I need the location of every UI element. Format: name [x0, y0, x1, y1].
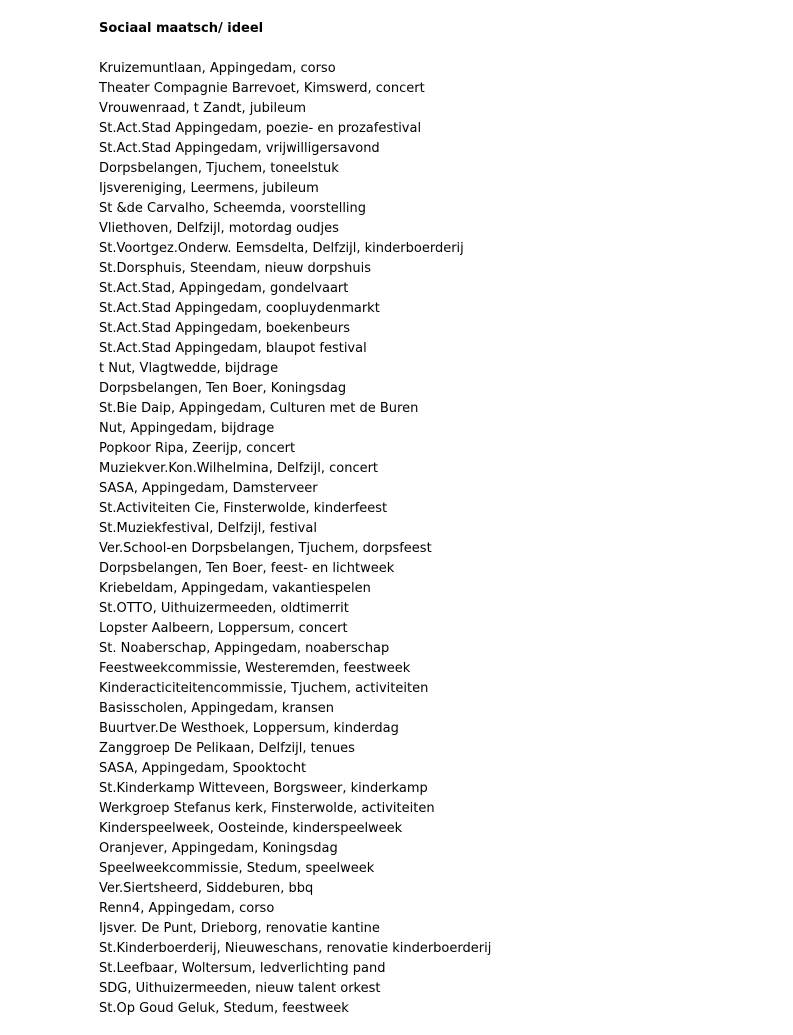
list-item: St.OTTO, Uithuizermeeden, oldtimerrit: [99, 601, 349, 616]
list-item: St.Muziekfestival, Delfzijl, festival: [99, 521, 317, 536]
list-item: Buurtver.De Westhoek, Loppersum, kinderdag: [99, 721, 399, 736]
list-item: Lopster Aalbeern, Loppersum, concert: [99, 621, 348, 636]
list-item: St.Act.Stad Appingedam, boekenbeurs: [99, 321, 350, 336]
list-item: St.Act.Stad Appingedam, poezie- en prozafestival: [99, 121, 422, 136]
list-item: Renn4, Appingedam, corso: [99, 901, 275, 916]
list-item: St.Act.Stad Appingedam, vrijwilligersavond: [99, 141, 380, 156]
list-item: Werkgroep Stefanus kerk, Finsterwolde, activiteiten: [99, 801, 435, 816]
list-item: SDG, Uithuizermeeden, nieuw talent orkest: [99, 981, 381, 996]
list-item: Dorpsbelangen, Tjuchem, toneelstuk: [99, 161, 339, 176]
list-item: Speelweekcommissie, Stedum, speelweek: [99, 861, 375, 876]
list-item: Vrouwenraad, t Zandt, jubileum: [99, 101, 306, 116]
list-item: St.Bie Daip, Appingedam, Culturen met de Buren: [99, 401, 419, 416]
list-item: Oranjever, Appingedam, Koningsdag: [99, 841, 338, 856]
list-item: St.Leefbaar, Woltersum, ledverlichting pand: [99, 961, 386, 976]
list-item: Ver.School-en Dorpsbelangen, Tjuchem, dorpsfeest: [99, 541, 432, 556]
entry-list: [99, 59, 491, 1019]
list-item: Basisscholen, Appingedam, kransen: [99, 701, 335, 716]
list-item: Ijsver. De Punt, Drieborg, renovatie kantine: [99, 921, 380, 936]
list-item: Dorpsbelangen, Ten Boer, feest- en lichtweek: [99, 561, 395, 576]
list-item: Theater Compagnie Barrevoet, Kimswerd, concert: [99, 81, 425, 96]
list-item: Kruizemuntlaan, Appingedam, corso: [99, 61, 336, 76]
list-item: Feestweekcommissie, Westeremden, feestweek: [99, 661, 411, 676]
list-item: St.Dorsphuis, Steendam, nieuw dorpshuis: [99, 261, 371, 276]
list-item: St.Kinderkamp Witteveen, Borgsweer, kinderkamp: [99, 781, 428, 796]
document-title: Sociaal maatsch/ ideel: [99, 21, 264, 36]
list-item: St.Activiteiten Cie, Finsterwolde, kinderfeest: [99, 501, 388, 516]
list-item: St.Kinderboerderij, Nieuweschans, renovatie kinderboerderij: [99, 941, 492, 956]
list-item: t Nut, Vlagtwedde, bijdrage: [99, 361, 279, 376]
list-item: St.Act.Stad, Appingedam, gondelvaart: [99, 281, 349, 296]
list-item: SASA, Appingedam, Damsterveer: [99, 481, 318, 496]
list-item: SASA, Appingedam, Spooktocht: [99, 761, 307, 776]
list-item: Zanggroep De Pelikaan, Delfzijl, tenues: [99, 741, 355, 756]
list-item: Kinderspeelweek, Oosteinde, kinderspeelweek: [99, 821, 403, 836]
list-item: Ver.Siertsheerd, Siddeburen, bbq: [99, 881, 314, 896]
list-item: St. Noaberschap, Appingedam, noaberschap: [99, 641, 390, 656]
list-item: St.Act.Stad Appingedam, blaupot festival: [99, 341, 367, 356]
list-item: St.Op Goud Geluk, Stedum, feestweek: [99, 1001, 349, 1016]
list-item: Dorpsbelangen, Ten Boer, Koningsdag: [99, 381, 347, 396]
list-item: Vliethoven, Delfzijl, motordag oudjes: [99, 221, 339, 236]
list-item: Nut, Appingedam, bijdrage: [99, 421, 275, 436]
list-item: Kinderacticiteitencommissie, Tjuchem, activiteiten: [99, 681, 429, 696]
list-item: Popkoor Ripa, Zeerijp, concert: [99, 441, 296, 456]
list-item: Kriebeldam, Appingedam, vakantiespelen: [99, 581, 371, 596]
list-item: Ijsvereniging, Leermens, jubileum: [99, 181, 319, 196]
list-item: St &de Carvalho, Scheemda, voorstelling: [99, 201, 367, 216]
list-item: Muziekver.Kon.Wilhelmina, Delfzijl, concert: [99, 461, 379, 476]
list-item: St.Voortgez.Onderw. Eemsdelta, Delfzijl, kinderboerderij: [99, 241, 464, 256]
list-item: St.Act.Stad Appingedam, coopluydenmarkt: [99, 301, 380, 316]
